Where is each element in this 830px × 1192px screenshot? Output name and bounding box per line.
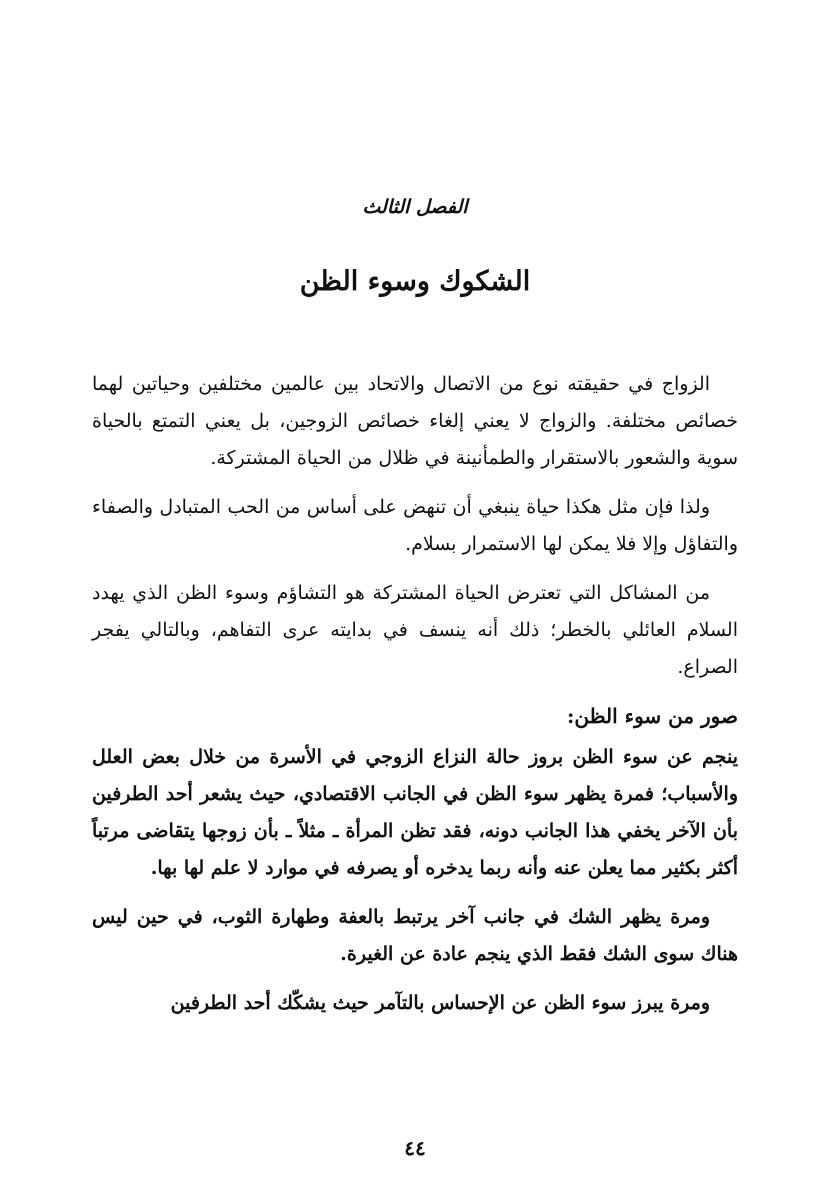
body-text [92,366,738,1022]
paragraph-chastity-doubt: ومرة يظهر الشك في جانب آخر يرتبط بالعفة وطهارة الثوب، في حين ليس هناك سوى الشك فقط الذي ينجم عادة عن الغيرة. [92,906,738,965]
section-heading: صور من سوء الظن: [567,704,738,728]
paragraph-problems: من المشاكل التي تعترض الحياة المشتركة هو التشاؤم وسوء الظن الذي يهدد السلام العائلي بالخطر؛ ذلك أنه ينسف في بدايته عرى التفاهم، وبالتالي يفجر الصراع. [92,582,738,678]
paragraph-conspiracy-doubt: ومرة يبرز سوء الظن عن الإحساس بالتآمر حيث يشكّك أحد الطرفين [170,992,710,1014]
paragraph-economic-doubt: ينجم عن سوء الظن بروز حالة النزاع الزوجي في الأسرة من خلال بعض العلل والأسباب؛ فمرة يظهر سوء الظن في الجانب الاقتصادي، حيث يشعر أحد الطرفين بأن الآخر يخفي هذا الجانب دونه، فقد تظن المرأة ـ مثلاً ـ بأن زوجها يتقاضى مرتباً أكثر بكثير مما يعلن عنه وأنه ربما يدخره أو يصرفه في موارد لا علم لها بها. [92,746,738,879]
paragraph-intro: الزواج في حقيقته نوع من الاتصال والاتحاد بين عالمين مختلفين وحياتين لهما خصائص مختلفة. والزواج لا يعني إلغاء خصائص الزوجين، بل يعني التمتع بالحياة سوية والشعور بالاستقرار والطمأنينة في ظلال من الحياة المشتركة. [92,373,738,469]
paragraph-love: ولذا فإن مثل هكذا حياة ينبغي أن تنهض على أساس من الحب المتبادل والصفاء والتفاؤل وإلا فلا يمكن لها الاستمرار بسلام. [92,496,738,555]
chapter-title: الشكوك وسوء الظن [299,266,531,297]
page-number: ٤٤ [404,1136,426,1160]
chapter-label: الفصل الثالث [362,196,468,218]
